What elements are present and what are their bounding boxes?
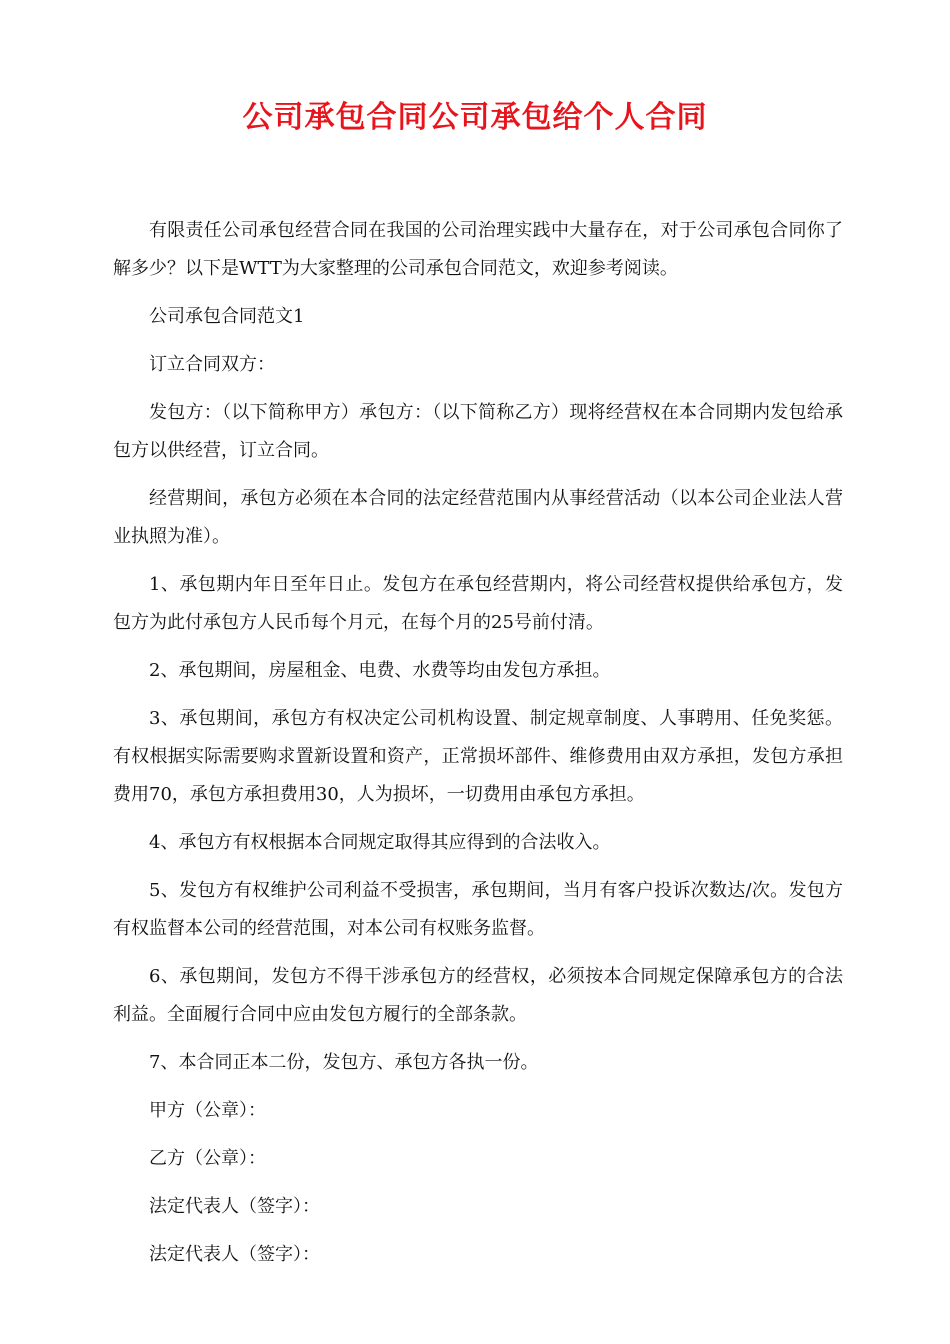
- parties-paragraph: 发包方：（以下简称甲方）承包方：（以下简称乙方）现将经营权在本合同期内发包给承包方以供经营，订立合同。: [113, 402, 843, 461]
- legal-rep-signature-a: 法定代表人（签字）：: [149, 1196, 320, 1217]
- clause-1: 1、承包期内年日至年日止。发包方在承包经营期内，将公司经营权提供给承包方，发包方为此付承包方人民币每个月元，在每个月的25号前付清。: [113, 574, 843, 633]
- clause-2: 2、承包期间，房屋租金、电费、水费等均由发包方承担。: [149, 660, 611, 681]
- document-body: [113, 212, 843, 1284]
- clause-7: 7、本合同正本二份，发包方、承包方各执一份。: [149, 1052, 539, 1073]
- clause-5: 5、发包方有权维护公司利益不受损害，承包期间，当月有客户投诉次数达/次。发包方有权监督本公司的经营范围，对本公司有权账务监督。: [113, 880, 843, 939]
- section-heading: 公司承包合同范文1: [149, 306, 305, 327]
- party-a-seal: 甲方（公章）：: [149, 1100, 266, 1121]
- party-b-seal: 乙方（公章）：: [149, 1148, 266, 1169]
- intro-paragraph: 有限责任公司承包经营合同在我国的公司治理实践中大量存在，对于公司承包合同你了解多少？以下是WTT为大家整理的公司承包合同范文，欢迎参考阅读。: [113, 220, 843, 279]
- document-title: 公司承包合同公司承包给个人合同: [242, 100, 708, 135]
- legal-rep-signature-b: 法定代表人（签字）：: [149, 1244, 320, 1265]
- scope-paragraph: 经营期间，承包方必须在本合同的法定经营范围内从事经营活动（以本公司企业法人营业执照为准）。: [113, 488, 843, 547]
- clause-3: 3、承包期间，承包方有权决定公司机构设置、制定规章制度、人事聘用、任免奖惩。有权根据实际需要购求置新设置和资产，正常损坏部件、维修费用由双方承担，发包方承担费用70，承包方承担费用30，人为损坏，一切费用由承包方承担。: [113, 708, 843, 805]
- clause-4: 4、承包方有权根据本合同规定取得其应得到的合法收入。: [149, 832, 611, 853]
- parties-label: 订立合同双方：: [149, 354, 275, 375]
- clause-6: 6、承包期间，发包方不得干涉承包方的经营权，必须按本合同规定保障承包方的合法利益。全面履行合同中应由发包方履行的全部条款。: [113, 966, 843, 1025]
